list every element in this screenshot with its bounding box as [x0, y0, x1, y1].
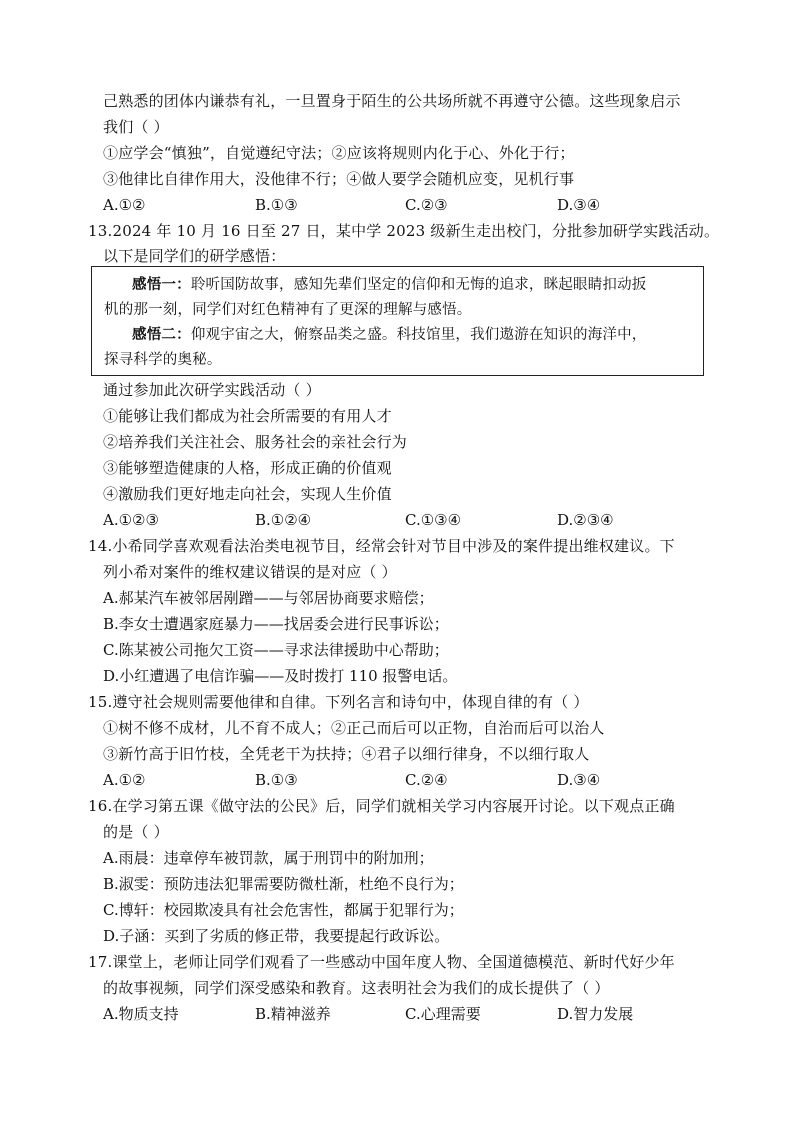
q13-statement-2: ②培养我们关注社会、服务社会的亲社会行为 [103, 433, 408, 451]
q12-statements-line2: ③他律比自律作用大，没他律不行；④做人要学会随机应变，见机行事 [103, 170, 575, 188]
q12-statements-line1: ①应学会“慎独”，自觉遵纪守法；②应该将规则内化于心、外化于行； [103, 144, 575, 162]
q13-reflection-2-line2: 探寻科学的奥秘。 [104, 352, 222, 368]
q13-choice-d[interactable]: D.②③④ [557, 511, 614, 529]
q13-choice-c[interactable]: C.①③④ [405, 511, 462, 529]
q12-choice-d[interactable]: D.③④ [557, 196, 601, 214]
q15-choice-a[interactable]: A.①② [103, 771, 146, 789]
q17-choice-b[interactable]: B.精神滋养 [255, 1005, 331, 1023]
q15-choice-b[interactable]: B.①③ [255, 771, 298, 789]
q13-reflection-2-line1 [132, 325, 647, 345]
q13-choice-a[interactable]: A.①②③ [103, 511, 159, 529]
q13-question: 通过参加此次研学实践活动（ ） [103, 381, 321, 399]
q13-reflection-1-line2: 机的那一刻，同学们对红色精神有了更深的理解与感悟。 [104, 302, 472, 318]
q13-reflection-box [91, 266, 704, 376]
q16-stem-line1: 16.在学习第五课《做守法的公民》后，同学们就相关学习内容展开讨论。以下观点正确 [88, 797, 675, 815]
q17-choice-d[interactable]: D.智力发展 [557, 1005, 634, 1023]
q13-reflection-1-text: 聆听国防故事，感知先辈们坚定的信仰和无悔的追求，眯起眼睛扣动扳 [190, 277, 647, 293]
q16-stem-line2: 的是（ ） [103, 823, 169, 841]
q12-choice-b[interactable]: B.①③ [255, 196, 298, 214]
q13-reflection-1-label: 感悟一： [132, 276, 191, 293]
q17-choice-a[interactable]: A.物质支持 [103, 1005, 179, 1023]
q14-choice-d[interactable]: D.小红遭遇了电信诈骗——及时拨打 110 报警电话。 [103, 667, 458, 685]
q15-choice-c[interactable]: C.②④ [405, 771, 448, 789]
q16-choice-c[interactable]: C.博轩：校园欺凌具有社会危害性，都属于犯罪行为； [103, 901, 464, 919]
q17-stem-line2: 的故事视频，同学们深受感染和教育。这表明社会为我们的成长提供了（ ） [103, 979, 610, 997]
q15-choice-d[interactable]: D.③④ [557, 771, 601, 789]
q16-choice-a[interactable]: A.雨晨：违章停车被罚款，属于刑罚中的附加刑； [103, 849, 434, 867]
q13-reflection-2-text: 仰观宇宙之大，俯察品类之盛。科技馆里，我们遨游在知识的海洋中， [190, 327, 647, 343]
q13-reflection-2-label: 感悟二： [132, 326, 191, 343]
q13-statement-1: ①能够让我们都成为社会所需要的有用人才 [103, 407, 392, 425]
q16-choice-d[interactable]: D.子涵：买到了劣质的修正带，我要提起行政诉讼。 [103, 927, 450, 945]
q15-statements-line2: ③新竹高于旧竹枝，全凭老干为扶持；④君子以细行律身，不以细行取人 [103, 745, 590, 763]
q12-stem-line2: 我们（ ） [103, 118, 169, 136]
q12-choice-c[interactable]: C.②③ [405, 196, 448, 214]
q12-stem-line1: 己熟悉的团体内谦恭有礼，一旦置身于陌生的公共场所就不再遵守公德。这些现象启示 [103, 92, 681, 110]
q14-choice-c[interactable]: C.陈某被公司拖欠工资——寻求法律援助中心帮助； [103, 641, 449, 659]
q13-choice-b[interactable]: B.①②④ [255, 511, 312, 529]
q15-stem: 15.遵守社会规则需要他律和自律。下列名言和诗句中，体现自律的有（ ） [88, 693, 589, 711]
q17-choice-c[interactable]: C.心理需要 [405, 1005, 481, 1023]
q14-stem-line2: 列小希对案件的维权建议错误的是对应（ ） [103, 563, 397, 581]
q14-choice-b[interactable]: B.李女士遭遇家庭暴力——找居委会进行民事诉讼； [103, 615, 449, 633]
q14-stem-line1: 14.小希同学喜欢观看法治类电视节目，经常会针对节目中涉及的案件提出维权建议。下 [88, 537, 675, 555]
q14-choice-a[interactable]: A.郝某汽车被邻居剐蹭——与邻居协商要求赔偿； [103, 589, 434, 607]
q13-stem-line1: 13.2024 年 10 月 16 日至 27 日，某中学 2023 级新生走出校门，分批参加研学实践活动。 [88, 222, 720, 240]
q12-choice-a[interactable]: A.①② [103, 196, 146, 214]
q13-statement-3: ③能够塑造健康的人格，形成正确的价值观 [103, 459, 392, 477]
q17-stem-line1: 17.课堂上，老师让同学们观看了一些感动中国年度人物、全国道德模范、新时代好少年 [88, 953, 675, 971]
q13-statement-4: ④激励我们更好地走向社会，实现人生价值 [103, 485, 392, 503]
q13-stem-line2: 以下是同学们的研学感悟： [103, 247, 286, 265]
q13-reflection-1-line1 [132, 275, 647, 295]
q15-statements-line1: ①树不修不成材，儿不育不成人；②正己而后可以正物，自治而后可以治人 [103, 719, 605, 737]
q16-choice-b[interactable]: B.淑雯：预防违法犯罪需要防微杜渐，杜绝不良行为； [103, 875, 464, 893]
